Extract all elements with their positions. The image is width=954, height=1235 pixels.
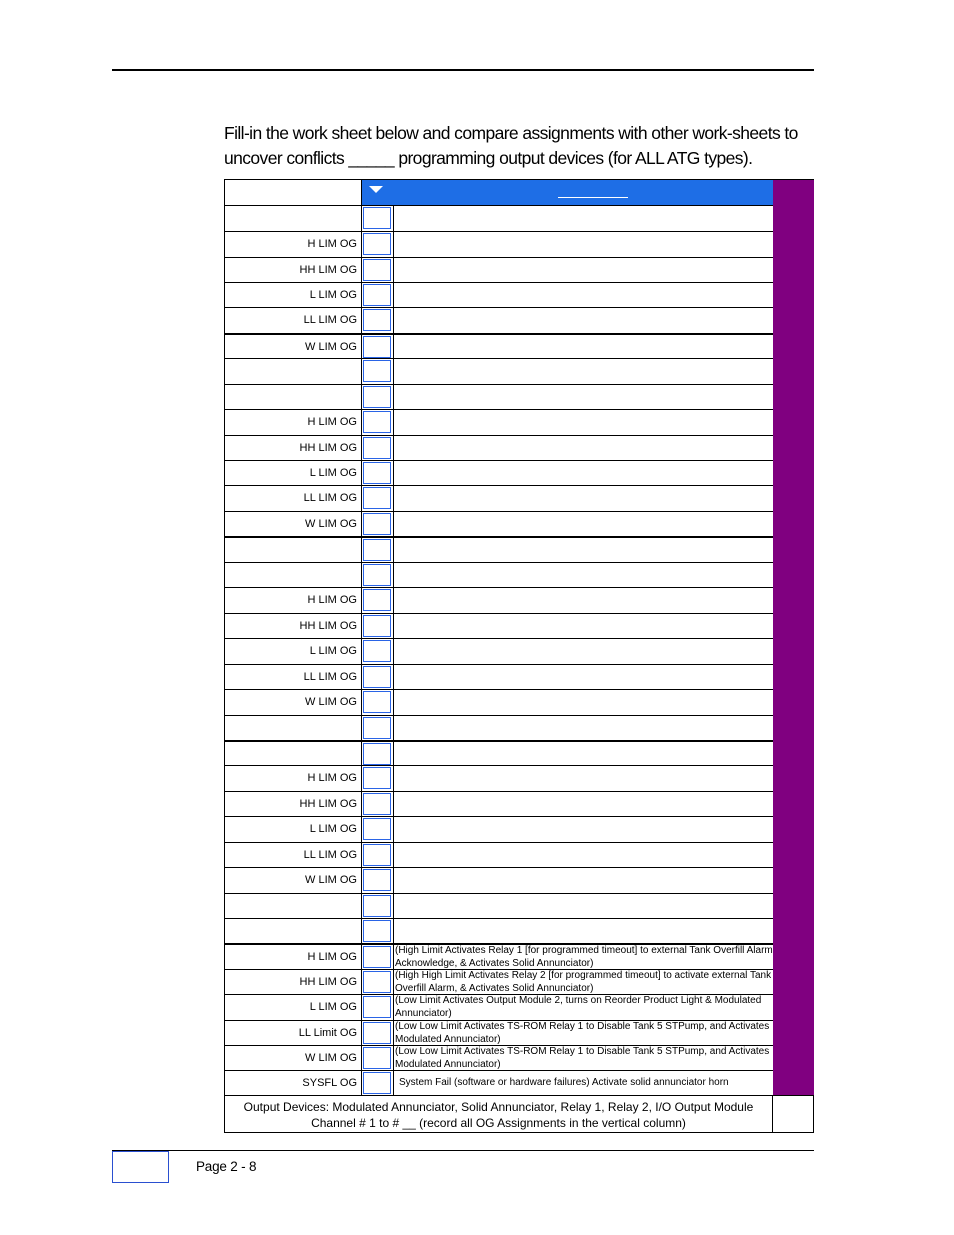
row-label (225, 359, 362, 384)
table-row (225, 1070, 773, 1095)
worksheet-table (224, 179, 814, 1133)
row-description (393, 232, 773, 257)
check-box[interactable] (363, 1022, 391, 1044)
row-description (393, 716, 773, 740)
page-tab-box (112, 1151, 169, 1183)
footer-row (225, 1095, 814, 1133)
row-label: HH LIM OG (225, 614, 362, 638)
row-label: W LIM OG (225, 1046, 362, 1070)
row-description (393, 206, 773, 231)
check-box[interactable] (363, 589, 391, 611)
row-label: L LIM OG (225, 283, 362, 307)
check-box[interactable] (363, 487, 391, 509)
check-box[interactable] (363, 666, 391, 688)
check-box[interactable] (363, 920, 391, 942)
table-row (225, 842, 773, 867)
row-label: H LIM OG (225, 232, 362, 257)
row-description (393, 742, 773, 765)
check-box[interactable] (363, 309, 391, 331)
check-box[interactable] (363, 539, 391, 561)
row-description (393, 792, 773, 816)
output-devices-note (225, 1096, 773, 1133)
row-label: W LIM OG (225, 335, 362, 358)
check-box[interactable] (363, 717, 391, 739)
table-row (225, 587, 773, 613)
row-description (393, 486, 773, 511)
check-box[interactable] (363, 284, 391, 306)
table-row (225, 231, 773, 257)
row-description: (High High Limit Activates Relay 2 [for programmed timeout] to activate external Tank Overfill Alarm, & Activates Solid Annunciator) (395, 970, 772, 994)
check-box[interactable] (363, 996, 391, 1018)
row-description (393, 258, 773, 282)
row-label: LL Limit OG (225, 1021, 362, 1045)
table-row (225, 943, 773, 969)
check-box[interactable] (363, 971, 391, 993)
table-row (225, 689, 773, 715)
check-box[interactable] (363, 437, 391, 459)
table-row (225, 791, 773, 816)
table-row (225, 715, 773, 740)
check-box[interactable] (363, 691, 391, 713)
row-label: W LIM OG (225, 512, 362, 536)
triangle-down-icon (369, 186, 383, 193)
header-bar (362, 180, 773, 205)
check-box[interactable] (363, 411, 391, 433)
table-row (225, 765, 773, 791)
check-box[interactable] (363, 1047, 391, 1069)
row-description (393, 308, 773, 333)
check-box[interactable] (363, 793, 391, 815)
table-row (225, 1020, 773, 1045)
check-box[interactable] (363, 233, 391, 255)
check-box[interactable] (363, 386, 391, 408)
row-label: HH LIM OG (225, 436, 362, 460)
table-row (225, 358, 773, 384)
row-description (393, 385, 773, 409)
row-description (393, 436, 773, 460)
row-label: HH LIM OG (225, 970, 362, 994)
table-row (225, 307, 773, 333)
row-description: (Low Low Limit Activates TS-ROM Relay 1 to Disable Tank 5 STPump, and Activates Modulated Annunciator) (393, 1021, 773, 1045)
row-description (393, 410, 773, 435)
row-label: W LIM OG (225, 690, 362, 715)
check-box[interactable] (363, 640, 391, 662)
table-row (225, 205, 773, 231)
row-label: H LIM OG (225, 766, 362, 791)
table-row (225, 460, 773, 485)
row-label: H LIM OG (225, 410, 362, 435)
table-row (225, 511, 773, 536)
row-description (393, 894, 773, 918)
check-box[interactable] (363, 336, 391, 358)
table-row (225, 969, 773, 994)
row-label: H LIM OG (225, 588, 362, 613)
check-box[interactable] (363, 360, 391, 382)
row-description (393, 817, 773, 842)
row-label: H LIM OG (225, 945, 362, 969)
row-description (393, 614, 773, 638)
row-label (225, 563, 362, 587)
output-devices-line-1: Output Devices: Modulated Annunciator, Solid Annunciator, Relay 1, Relay 2, I/O Output Module (243, 1100, 754, 1114)
row-description (393, 283, 773, 307)
row-description: (High Limit Activates Relay 1 [for programmed timeout] to external Tank Overfill Alarm Acknowledge, & Activates Solid Annunciator) (395, 945, 773, 969)
intro-line-1: Fill-in the work sheet below and compare assignments with other work-sheets to (224, 123, 798, 143)
table-row (225, 282, 773, 307)
row-description (393, 868, 773, 893)
intro-line-2: uncover conflicts _____ programming output devices (for ALL ATG types). (224, 148, 753, 168)
check-box[interactable] (363, 462, 391, 484)
row-label (225, 206, 362, 231)
check-box[interactable] (363, 869, 391, 891)
row-description (393, 639, 773, 664)
row-description: System Fail (software or hardware failures) Activate solid annunciator horn (393, 1071, 773, 1095)
check-box[interactable] (363, 946, 391, 968)
bottom-rule (112, 1150, 814, 1151)
row-label: HH LIM OG (225, 258, 362, 282)
row-label: HH LIM OG (225, 792, 362, 816)
check-box[interactable] (363, 615, 391, 637)
row-label: L LIM OG (225, 461, 362, 485)
output-devices-line-2: Channel # 1 to # __ (record all OG Assignments in the vertical column) (311, 1116, 686, 1130)
intro-text (224, 121, 804, 171)
row-description (393, 690, 773, 715)
table-row (225, 384, 773, 409)
table-row (225, 333, 773, 358)
page-number: Page 2 - 8 (196, 1159, 257, 1174)
og-assignment-column (773, 180, 814, 1095)
row-description (393, 843, 773, 867)
check-box[interactable] (363, 1072, 391, 1094)
row-description (393, 512, 773, 536)
check-box[interactable] (363, 259, 391, 281)
check-box[interactable] (363, 207, 391, 229)
row-description (393, 665, 773, 689)
row-label (225, 919, 362, 943)
row-label (225, 742, 362, 765)
table-row (225, 562, 773, 587)
table-row (225, 994, 773, 1020)
row-label: L LIM OG (225, 995, 362, 1020)
check-box[interactable] (363, 513, 391, 535)
table-row (225, 409, 773, 435)
check-box[interactable] (363, 895, 391, 917)
row-label: L LIM OG (225, 817, 362, 842)
table-row (225, 1045, 773, 1070)
table-row (225, 257, 773, 282)
row-description: (Low Limit Activates Output Module 2, turns on Reorder Product Light & Modulated Annunciator) (393, 995, 773, 1020)
row-description (393, 563, 773, 587)
top-rule (112, 69, 814, 71)
header-label-cell (225, 180, 362, 205)
row-label: W LIM OG (225, 868, 362, 893)
row-description (393, 766, 773, 791)
table-row (225, 867, 773, 893)
check-box[interactable] (363, 818, 391, 840)
table-row (225, 918, 773, 943)
table-row (225, 613, 773, 638)
row-description: (Low Low Limit Activates TS-ROM Relay 1 to Disable Tank 5 STPump, and Activates Modulated Annunciator) (393, 1046, 773, 1070)
row-label: L LIM OG (225, 639, 362, 664)
row-description (393, 335, 773, 358)
row-label (225, 385, 362, 409)
row-description (393, 359, 773, 384)
table-row (225, 740, 773, 765)
table-row (225, 536, 773, 562)
row-description (393, 919, 773, 943)
check-box[interactable] (363, 767, 391, 789)
row-label: SYSFL OG (225, 1071, 362, 1095)
row-description (393, 538, 773, 562)
table-row (225, 485, 773, 511)
row-description (393, 588, 773, 613)
table-row (225, 664, 773, 689)
check-box[interactable] (363, 844, 391, 866)
row-label: LL LIM OG (225, 843, 362, 867)
row-description (393, 461, 773, 485)
row-label (225, 894, 362, 918)
row-label: LL LIM OG (225, 665, 362, 689)
table-row (225, 638, 773, 664)
table-row (225, 893, 773, 918)
row-label (225, 716, 362, 740)
row-label: LL LIM OG (225, 486, 362, 511)
header-underline (558, 197, 628, 198)
table-row (225, 435, 773, 460)
check-box[interactable] (363, 743, 391, 765)
check-box[interactable] (363, 564, 391, 586)
table-row (225, 816, 773, 842)
row-label (225, 538, 362, 562)
row-label: LL LIM OG (225, 308, 362, 333)
